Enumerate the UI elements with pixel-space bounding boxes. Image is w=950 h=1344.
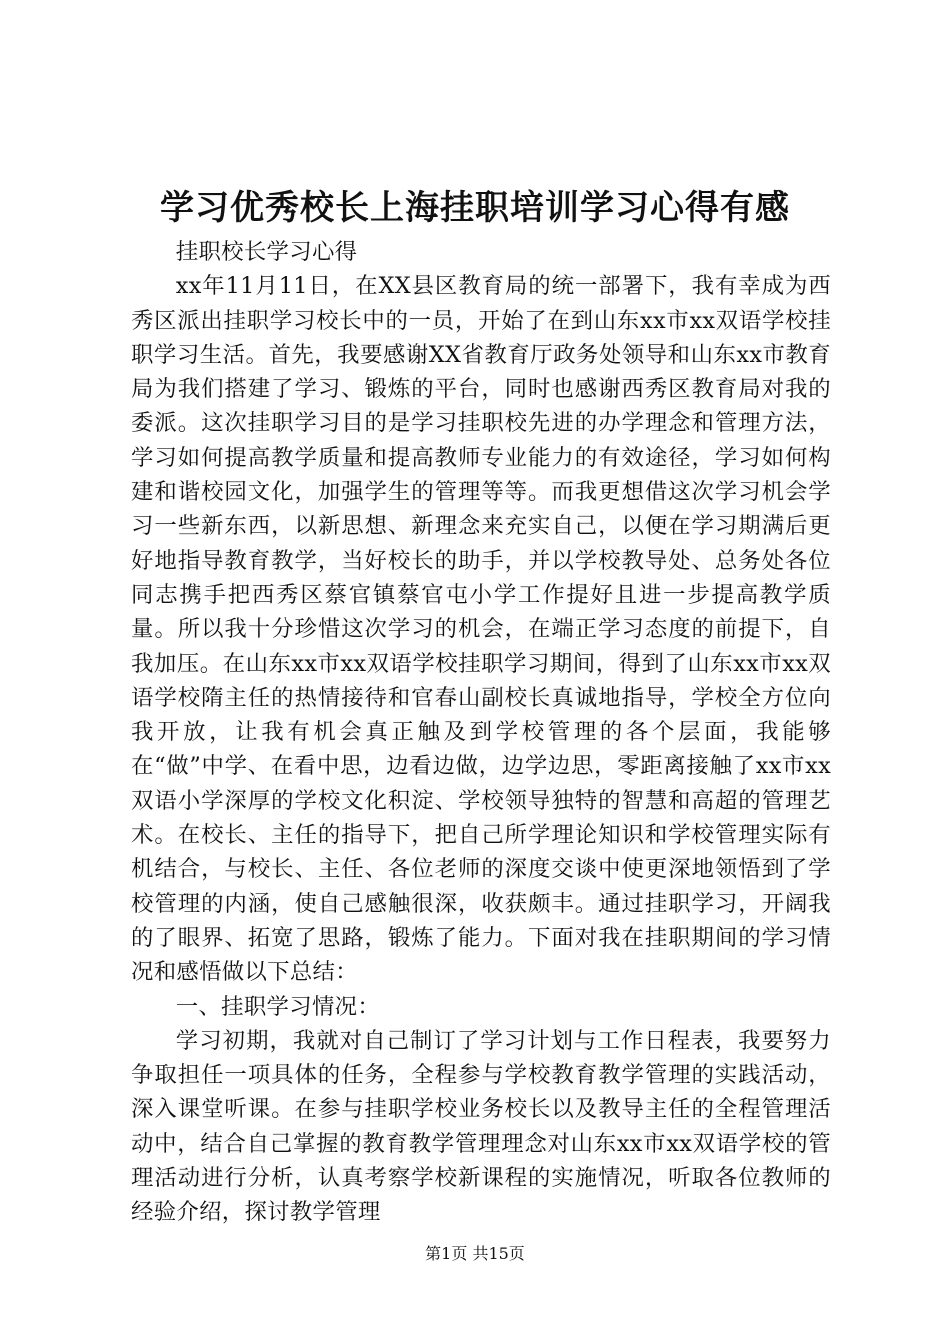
page-footer: 第1页 共15页: [425, 1244, 525, 1263]
paragraph: xx年11月11日，在XX县区教育局的统一部署下，我有幸成为西秀区派出挂职学习校长中的一员，开始了在到山东xx市xx双语学校挂职学习生活。首先，我要感谢XX省教育厅政务处领导和山东xx市教育局为我们搭建了学习、锻炼的平台，同时也感谢西秀区教育局对我的委派。这次挂职学习目的是学习挂职校先进的办学理念和管理方法，学习如何提高教学质量和提高教师专业能力的有效途径，学习如何构建和谐校园文化，加强学生的管理等等。而我更想借这次学习机会学习一些新东西，以新思想、新理念来充实自己，以便在学习期满后更好地指导教育教学，当好校长的助手，并以学校教导处、总务处各位同志携手把西秀区蔡官镇蔡官屯小学工作提好且进一步提高教学质量。所以我十分珍惜这次学习的机会，在端正学习态度的前提下，自我加压。在山东xx市xx双语学校挂职学习期间，得到了山东xx市xx双语学校隋主任的热情接待和官春山副校长真诚地指导，学校全方位向我开放，让我有机会真正触及到学校管理的各个层面，我能够在“做”中学、在看中思，边看边做，边学边思，零距离接触了xx市xx双语小学深厚的学校文化积淀、学校领导独特的智慧和高超的管理艺术。在校长、主任的指导下，把自己所学理论知识和学校管理实际有机结合，与校长、主任、各位老师的深度交谈中使更深地领悟到了学校管理的内涵，使自己感触很深，收获颇丰。通过挂职学习，开阔我的了眼界、拓宽了思路，锻炼了能力。下面对我在挂职期间的学习情况和感悟做以下总结：: [131, 273, 831, 986]
document-body: [131, 235, 831, 1230]
section-heading: 一、挂职学习情况：: [175, 993, 381, 1020]
paragraph: 学习初期，我就对自己制订了学习计划与工作日程表，我要努力争取担任一项具体的任务，全程参与学校教育教学管理的实践活动，深入课堂听课。在参与挂职学校业务校长以及教导主任的全程管理活动中，结合自己掌握的教育教学管理理念对山东xx市xx双语学校的管理活动进行分析，认真考察学校新课程的实施情况，听取各位教师的经验介绍，探讨教学管理: [131, 1027, 831, 1226]
paragraph: 挂职校长学习心得: [175, 239, 358, 265]
document-title: 学习优秀校长上海挂职培训学习心得有感: [160, 188, 790, 228]
